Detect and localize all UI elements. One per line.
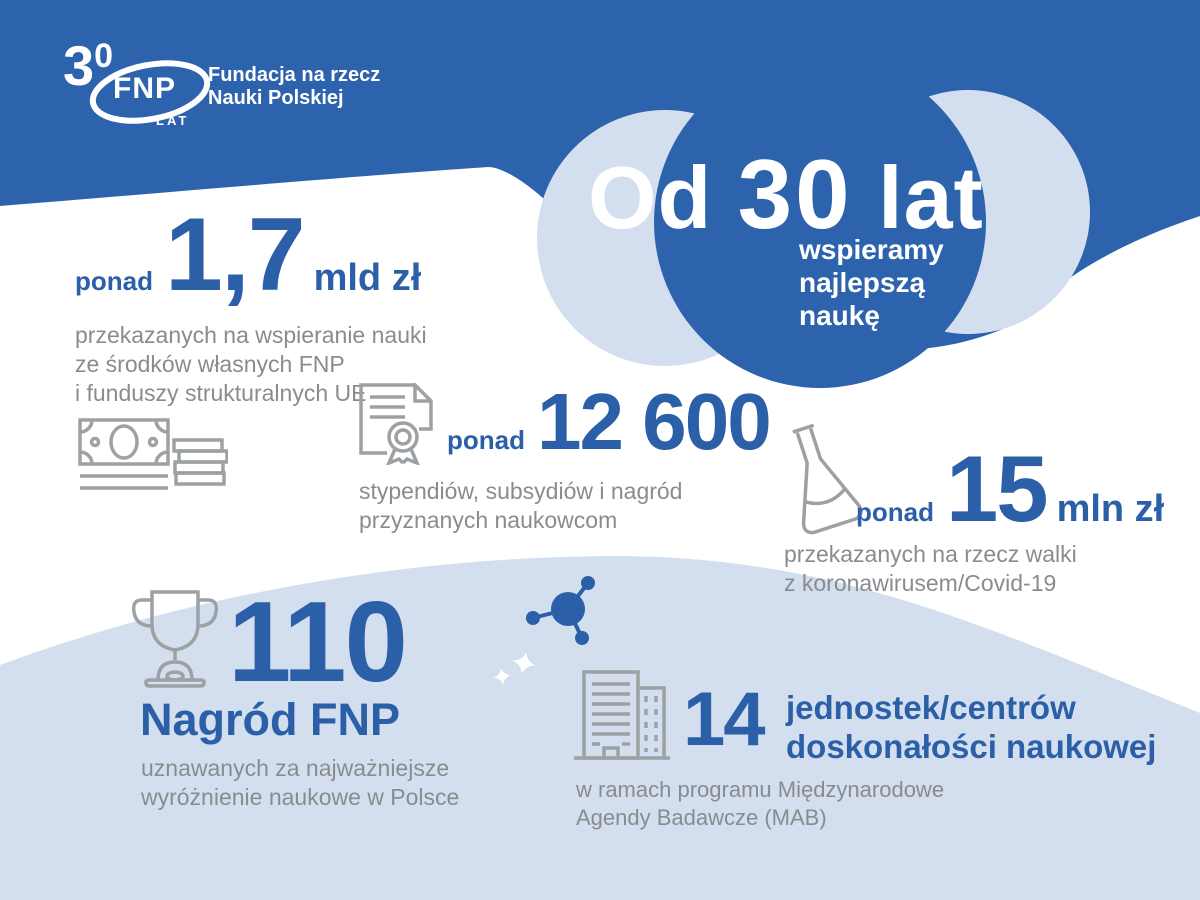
- sparkle-icon: [492, 652, 542, 692]
- organization-name: [208, 64, 380, 110]
- trophy-icon: [130, 588, 220, 703]
- hero-title-prefix: Od: [588, 148, 738, 247]
- stat-awards-desc-line1: uznawanych za najważniejsze: [141, 755, 450, 781]
- building-icon: [572, 668, 672, 763]
- stat-grants-number: 12 600: [537, 377, 770, 466]
- stat-grants-prefix: ponad: [447, 425, 525, 455]
- stat-awards-label: Nagród FNP: [140, 694, 401, 745]
- diploma-icon: [357, 383, 449, 465]
- stat-funding-unit: mld zł: [313, 257, 422, 299]
- stat-centers-label: [786, 688, 1156, 766]
- stat-funding-number: 1,7: [165, 197, 304, 313]
- logo-digit-0: 0: [94, 37, 114, 75]
- stat-centers-desc-line2: Agendy Badawcze (MAB): [576, 805, 827, 830]
- stat-centers-label-line1: jednostek/centrów: [786, 689, 1076, 726]
- stat-awards-number: 110: [228, 579, 406, 706]
- stat-funding-desc-line1: przekazanych na wspieranie nauki: [75, 322, 427, 348]
- stat-centers-label-line2: doskonałości naukowej: [786, 728, 1157, 765]
- hero-title-number: 30: [737, 139, 853, 249]
- logo-digit-3: 3: [63, 34, 95, 97]
- stat-awards-desc-line2: wyróżnienie naukowe w Polsce: [141, 784, 460, 810]
- stat-funding-prefix: ponad: [75, 266, 153, 296]
- stat-covid-desc-line2: z koronawirusem/Covid-19: [784, 570, 1057, 596]
- stat-funding-desc-line3: i funduszy strukturalnych UE: [75, 380, 367, 406]
- stat-centers-desc-line1: w ramach programu Międzynarodowe: [576, 777, 945, 802]
- stat-covid-unit: mln zł: [1056, 488, 1165, 530]
- stat-covid-number: 15: [946, 436, 1047, 541]
- stat-grants-desc: [359, 477, 682, 535]
- hero-title-suffix: lat: [852, 148, 984, 247]
- logo-acronym: FNP: [113, 72, 176, 105]
- banknote-coins-icon: [78, 418, 228, 498]
- stat-centers-desc: [576, 776, 944, 832]
- logo-lat-label: LAT: [156, 113, 190, 128]
- stat-covid-value: [856, 435, 1164, 543]
- hero-subtitle-line2: najlepszą: [799, 267, 926, 298]
- hero-subtitle: [799, 233, 944, 332]
- stat-centers-number: 14: [683, 677, 764, 762]
- stat-awards-desc: [141, 754, 459, 812]
- stat-grants-desc-line1: stypendiów, subsydiów i nagród: [359, 478, 683, 504]
- organization-name-line1: Fundacja na rzecz: [208, 64, 381, 86]
- stat-grants-desc-line2: przyznanych naukowcom: [359, 507, 618, 533]
- molecule-icon: [515, 565, 605, 655]
- flask-icon: [775, 420, 865, 540]
- hero-subtitle-line3: naukę: [799, 300, 880, 331]
- stat-covid-desc: [784, 540, 1077, 598]
- hero-subtitle-line1: wspieramy: [799, 234, 944, 265]
- stat-funding-value: [75, 196, 421, 315]
- stat-funding-desc-line2: ze środków własnych FNP: [75, 351, 345, 377]
- stat-covid-desc-line1: przekazanych na rzecz walki: [784, 541, 1077, 567]
- stat-grants-value: [447, 376, 770, 468]
- stat-covid-prefix: ponad: [856, 497, 934, 527]
- organization-name-line2: Nauki Polskiej: [208, 87, 344, 109]
